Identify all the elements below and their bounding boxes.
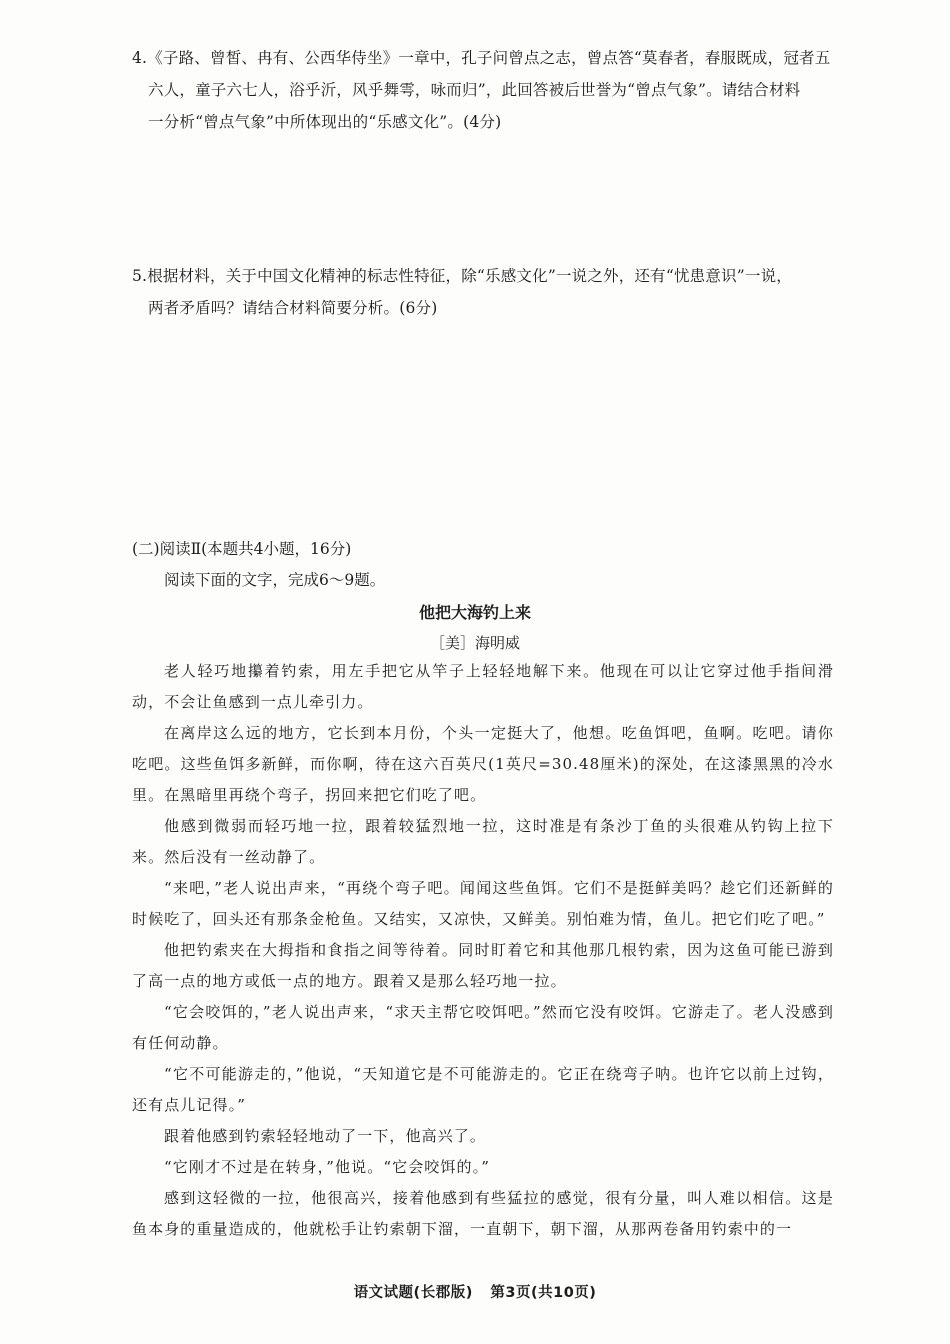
question-4-line-2: 六人，童子六七人，浴乎沂，风乎舞雩，咏而归”，此回答被后世誉为“曾点气象”。请结合材料 [148,81,801,99]
question-5-line-2: 两者矛盾吗？请结合材料简要分析。(6分) [148,299,438,317]
paragraph: “来吧，”老人说出声来，“再绕个弯子吧。闻闻这些鱼饵。它们不是挺鲜美吗？趁它们还新鲜的时候吃了，回头还有那条金枪鱼。又结实，又凉快，又鲜美。别怕难为情，鱼儿。把它们吃了吧。” [132,879,834,928]
section-heading: (二)阅读Ⅱ(本题共4小题，16分) [132,540,352,558]
paragraph: 他感到微弱而轻巧地一拉，跟着较猛烈地一拉，这时准是有条沙丁鱼的头很难从钓钩上拉下来。然后没有一丝动静了。 [132,817,834,866]
paragraph: 在离岸这么远的地方，它长到本月份，个头一定挺大了，他想。吃鱼饵吧，鱼啊。吃吧。请你吃吧。这些鱼饵多新鲜，而你啊，待在这六百英尺(1英尺=30.48厘米)的深处，在这漆黑黑的冷水里。在黑暗里再绕个弯子，拐回来把它们吃了吧。 [132,724,834,804]
article-body [132,656,834,1245]
paragraph: 老人轻巧地攥着钓索，用左手把它从竿子上轻轻地解下来。他现在可以让它穿过他手指间滑动，不会让鱼感到一点儿牵引力。 [132,662,834,711]
section-instruction: 阅读下面的文字，完成6～9题。 [164,571,386,589]
paragraph: “它不可能游走的，”他说，“天知道它是不可能游走的。它正在绕弯子呐。也许它以前上过钩，还有点儿记得。” [132,1065,834,1114]
article-author: ［美］海明威 [429,634,520,652]
paragraph: “它刚才不过是在转身，”他说。“它会咬饵的。” [164,1158,490,1176]
paragraph: 他把钓索夹在大拇指和食指之间等待着。同时盯着它和其他那几根钓索，因为这鱼可能已游到了高一点的地方或低一点的地方。跟着又是那么轻巧地一拉。 [132,941,834,990]
question-4-line-3: 一分析“曾点气象”中所体现出的“乐感文化”。(4分) [148,113,502,131]
paragraph: 感到这轻微的一拉，他很高兴，接着他感到有些猛拉的感觉，很有分量，叫人难以相信。这是鱼本身的重量造成的，他就松手让钓索朝下溜，一直朝下，朝下溜，从那两卷备用钓索中的一 [132,1189,834,1238]
article-title: 他把大海钓上来 [418,603,531,622]
question-4 [132,42,832,138]
page-number: 第3页(共10页) [490,1285,597,1301]
question-5-line-1: 5.根据材料，关于中国文化精神的标志性特征，除“乐感文化”一说之外，还有“忧患意识”一说， [132,267,792,285]
paragraph: “它会咬饵的，”老人说出声来，“求天主帮它咬饵吧。”然而它没有咬饵。它游走了。老人没感到有任何动静。 [132,1003,834,1052]
question-4-line-1: 4.《子路、曾皙、冉有、公西华侍坐》一章中，孔子问曾点之志，曾点答“莫春者，春服既成，冠者五 [132,49,831,67]
exam-name: 语文试题(长郡版) [353,1285,473,1301]
paragraph: 跟着他感到钓索轻轻地动了一下，他高兴了。 [164,1127,487,1145]
question-5 [132,260,832,324]
page-footer [0,1280,950,1306]
